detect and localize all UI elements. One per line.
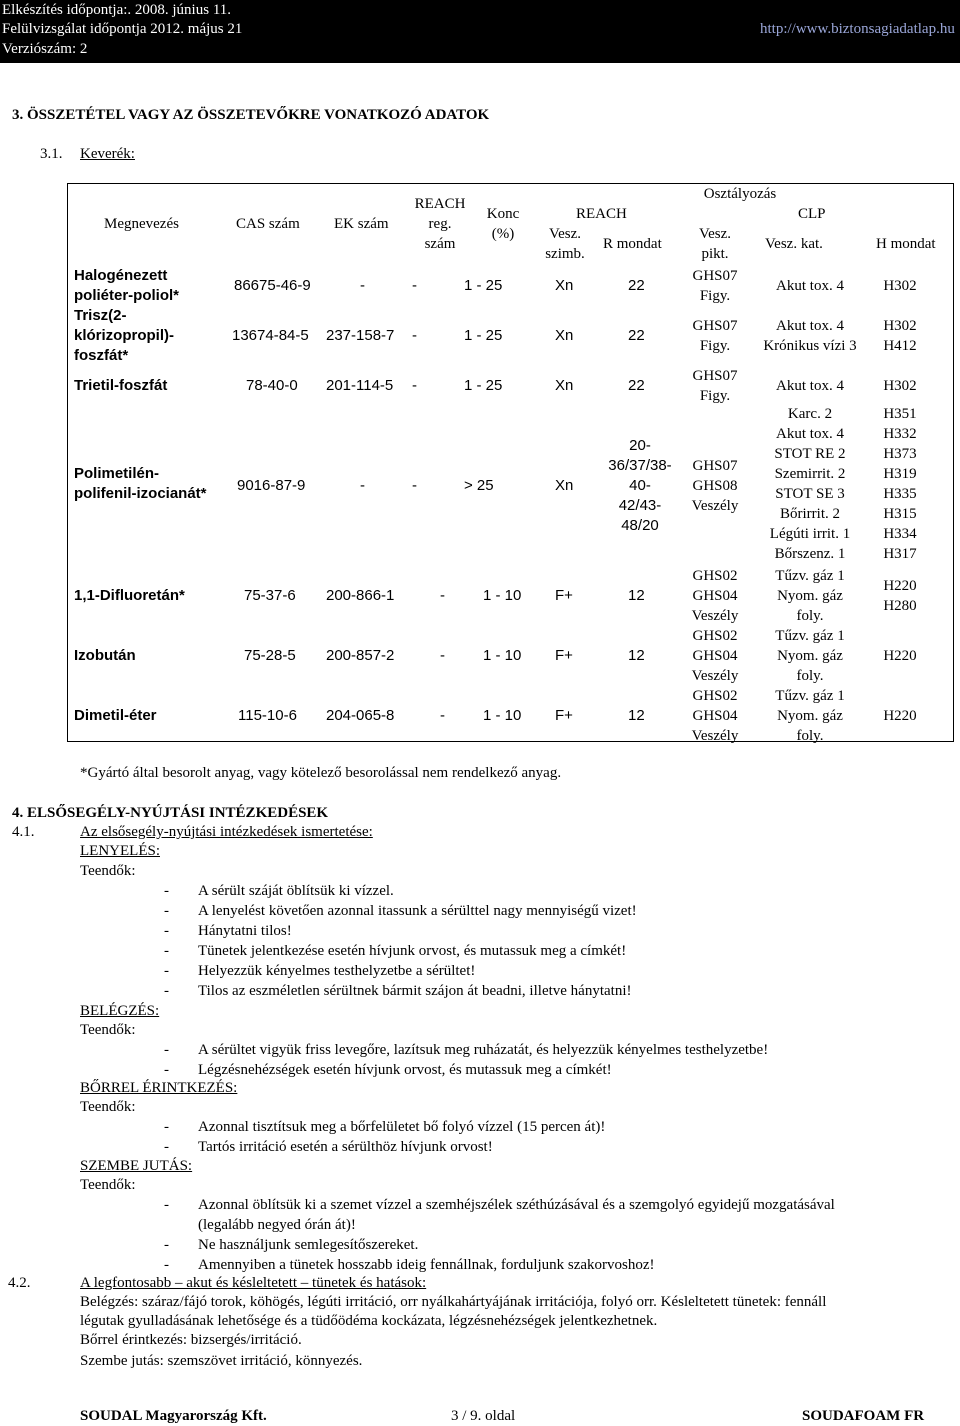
header-reach-reg-line: reg.: [428, 216, 452, 232]
r-cell: [600, 436, 680, 536]
name-line: klórizopropil)-: [74, 327, 174, 344]
h-cell: [875, 404, 925, 564]
pikt-cell: [685, 316, 745, 356]
h-line: H317: [883, 546, 917, 562]
header-bar: [0, 0, 960, 63]
header-r-mondat: R mondat: [603, 236, 662, 252]
header-classification: Osztályozás: [703, 186, 777, 202]
footer-company: SOUDAL Magyarország Kft.: [80, 1408, 267, 1424]
pikt-line: GHS02: [692, 688, 738, 704]
kat-line: Tűzv. gáz 1: [775, 628, 845, 644]
list-item-text: Tilos az eszméletlen sérültnek bármit szájon át beadni, illetve hánytatni!: [198, 983, 632, 999]
pikt-line: Figy.: [699, 288, 731, 304]
kat-cell: [755, 404, 865, 564]
szimb-cell: F+: [555, 647, 573, 664]
header-reach-reg: [410, 194, 470, 254]
h-line: H280: [883, 598, 917, 614]
h-line: H302: [883, 318, 917, 334]
header-reach-reg-line: REACH: [414, 196, 466, 212]
kat-line: Akut tox. 4: [776, 426, 844, 442]
h-line: H412: [883, 338, 917, 354]
r-line: 48/20: [621, 517, 659, 534]
reach-cell: -: [440, 707, 445, 724]
pikt-line: Figy.: [699, 388, 731, 404]
kat-cell: Akut tox. 4: [776, 278, 844, 294]
list-item-text: A sérültet vigyük friss levegőre, lazítsuk meg ruházatát, és helyezzük kényelmes testhelyzetbe!: [198, 1042, 769, 1058]
table-row-name: Dimetil-éter: [74, 707, 157, 724]
section42-eye: Szembe jutás: szemszövet irritáció, könnyezés.: [80, 1353, 363, 1369]
r-cell: 12: [628, 707, 645, 724]
header-konc: [478, 204, 528, 244]
h-line: H332: [883, 426, 917, 442]
name-line: Trisz(2-: [74, 307, 127, 324]
szimb-cell: Xn: [555, 327, 574, 344]
list-item: - Légzésnehézségek esetén hívjunk orvost, és mutassuk meg a címkét!: [164, 1062, 612, 1078]
section42-paragraph: Belégzés: száraz/fájó torok, köhögés, légúti irritáció, orr nyálkahártyájának irritációja, folyó orr. Késleltetett tünetek: fennáll: [80, 1294, 827, 1310]
konc-cell: 1 - 25: [464, 377, 503, 394]
name-line: poliéter-poliol*: [74, 287, 179, 304]
kat-line: Krónikus vízi 3: [763, 338, 857, 354]
borrel-heading: BŐRREL ÉRINTKEZÉS:: [80, 1080, 238, 1096]
kat-line: Nyom. gáz: [777, 648, 843, 664]
list-item-text: Hánytatni tilos!: [198, 923, 292, 939]
ek-cell: 237-158-7: [326, 327, 395, 344]
list-item: - Amennyiben a tünetek hosszabb ideig fennállnak, forduljunk szakorvoshoz!: [164, 1257, 655, 1273]
table-row-name: 1,1-Difluoretán*: [74, 587, 185, 604]
header-h-mondat: H mondat: [876, 236, 936, 252]
szimb-cell: F+: [555, 587, 573, 604]
pikt-cell: [685, 366, 745, 406]
cas-cell: 9016-87-9: [237, 477, 306, 494]
section42-paragraph-cont: légutak gyulladásának lehetősége és a tüdőödéma kockázata, légzésnehézségek jelentkezhetnek.: [80, 1313, 658, 1329]
szimb-cell: Xn: [555, 377, 574, 394]
konc-cell: 1 - 25: [464, 277, 503, 294]
list-item: - Tilos az eszméletlen sérültnek bármit szájon át beadni, illetve hánytatni!: [164, 983, 632, 999]
pikt-cell: [685, 456, 745, 516]
pikt-line: Veszély: [691, 608, 739, 624]
kat-line: STOT RE 2: [774, 446, 846, 462]
header-cas: CAS szám: [236, 216, 300, 232]
h-line: H220: [883, 578, 917, 594]
list-item: - Tartós irritáció esetén a sérülthöz hívjunk orvost!: [164, 1139, 493, 1155]
name-line: foszfát*: [74, 347, 129, 364]
cas-cell: 75-37-6: [244, 587, 296, 604]
kat-line: Bőrirrit. 2: [780, 506, 840, 522]
pikt-line: Figy.: [699, 338, 731, 354]
header-vesz-szimb-line: Vesz.: [548, 226, 582, 242]
lenyeles-heading: LENYELÉS:: [80, 843, 160, 859]
pikt-line: GHS04: [692, 588, 738, 604]
h-line: H315: [883, 506, 917, 522]
reach-cell: -: [440, 647, 445, 664]
section42-number: 4.2.: [8, 1275, 31, 1291]
list-item-text: Tünetek jelentkezése esetén hívjunk orvost, és mutassuk meg a címkét!: [198, 943, 627, 959]
list-item-text: A lenyelést követően azonnal itassunk a sérülttel nagy mennyiségű vizet!: [198, 903, 637, 919]
section42-skin: Bőrrel érintkezés: bizsergés/irritáció.: [80, 1332, 302, 1348]
h-cell: H220: [883, 708, 917, 724]
list-item: - Azonnal tisztítsuk meg a bőrfelületet bő folyó vízzel (15 percen át)!: [164, 1119, 606, 1135]
kat-line: Nyom. gáz: [777, 708, 843, 724]
list-item-continuation: (legalább negyed órán át)!: [198, 1217, 356, 1233]
header-konc-line: Konc: [486, 206, 520, 222]
r-cell: 12: [628, 647, 645, 664]
header-vesz-pikt: [685, 224, 745, 264]
website-link[interactable]: http://www.biztonsagiadatlap.hu: [760, 21, 955, 37]
pikt-line: GHS07: [692, 318, 738, 334]
kat-line: Szemirrit. 2: [774, 466, 846, 482]
kat-line: foly.: [796, 728, 824, 744]
version-number: Verziószám: 2: [2, 41, 88, 57]
pikt-line: GHS02: [692, 628, 738, 644]
cas-cell: 75-28-5: [244, 647, 296, 664]
pikt-line: Veszély: [691, 498, 739, 514]
pikt-cell: [685, 566, 745, 626]
kat-line: Tűzv. gáz 1: [775, 688, 845, 704]
h-line: H335: [883, 486, 917, 502]
list-item-text: Amennyiben a tünetek hosszabb ideig fennállnak, forduljunk szakorvoshoz!: [198, 1257, 655, 1273]
header-vesz-szimb-line: szimb.: [545, 246, 585, 262]
kat-line: Bőrszenz. 1: [774, 546, 846, 562]
pikt-line: Veszély: [691, 668, 739, 684]
list-item-text: A sérült száját öblítsük ki vízzel.: [198, 883, 394, 899]
header-vesz-pikt-line: pikt.: [701, 246, 729, 262]
h-line: H373: [883, 446, 917, 462]
section31-title: Keverék:: [80, 146, 135, 162]
prepared-date: Elkészítés időpontja:. 2008. június 11.: [2, 2, 232, 18]
kat-line: Légúti irrit. 1: [769, 526, 851, 542]
pikt-line: GHS07: [692, 368, 738, 384]
pikt-line: Veszély: [691, 728, 739, 744]
kat-cell: [755, 686, 865, 746]
r-line: 42/43-: [618, 497, 662, 514]
table-row-name: Izobután: [74, 647, 136, 664]
ek-cell: -: [360, 277, 365, 294]
header-name: Megnevezés: [104, 216, 179, 232]
h-cell: H302: [883, 278, 917, 294]
szimb-cell: F+: [555, 707, 573, 724]
teendok-label: Teendők:: [80, 1022, 136, 1038]
cas-cell: 115-10-6: [238, 707, 297, 724]
table-row-name: [74, 464, 207, 504]
list-item: - A lenyelést követően azonnal itassunk a sérülttel nagy mennyiségű vizet!: [164, 903, 637, 919]
kat-cell: Akut tox. 4: [776, 378, 844, 394]
teendok-label: Teendők:: [80, 1177, 136, 1193]
kat-line: Karc. 2: [787, 406, 833, 422]
table-row-name: [74, 266, 179, 306]
h-cell: H220: [883, 648, 917, 664]
list-item-text: Tartós irritáció esetén a sérülthöz hívjunk orvost!: [198, 1139, 493, 1155]
kat-line: STOT SE 3: [775, 486, 845, 502]
pikt-line: GHS02: [692, 568, 738, 584]
kat-cell: [755, 566, 865, 626]
h-cell: [875, 576, 925, 616]
footer-page: 3 / 9. oldal: [451, 1408, 516, 1424]
belegzes-heading: BELÉGZÉS:: [80, 1003, 160, 1019]
section31-number: 3.1.: [40, 146, 63, 162]
name-line: polifenil-izocianát*: [74, 485, 207, 502]
cas-cell: 78-40-0: [246, 377, 298, 394]
list-item-text: Ne használjunk semlegesítőszereket.: [198, 1237, 419, 1253]
h-cell: H302: [883, 378, 917, 394]
section3-title: 3. ÖSSZETÉTEL VAGY AZ ÖSSZETEVŐKRE VONATKOZÓ ADATOK: [12, 107, 490, 123]
list-item: - A sérült száját öblítsük ki vízzel.: [164, 883, 394, 899]
kat-line: Akut tox. 4: [776, 318, 844, 334]
header-vesz-szimb: [535, 224, 595, 264]
list-item: - A sérültet vigyük friss levegőre, lazítsuk meg ruházatát, és helyezzük kényelmes testhelyzetbe!: [164, 1042, 769, 1058]
list-item: - Azonnal öblítsük ki a szemet vízzel a szemhéjszélek széthúzásával és a szemgolyó egyidejű mozgatásával: [164, 1197, 835, 1213]
list-item: - Tünetek jelentkezése esetén hívjunk orvost, és mutassuk meg a címkét!: [164, 943, 627, 959]
h-line: H351: [883, 406, 917, 422]
ek-cell: 200-866-1: [326, 587, 395, 604]
pikt-line: GHS07: [692, 268, 738, 284]
konc-cell: 1 - 25: [464, 327, 503, 344]
kat-line: foly.: [796, 668, 824, 684]
reach-cell: -: [440, 587, 445, 604]
table-row-name: [74, 306, 174, 366]
revised-date: Felülvizsgálat időpontja 2012. május 21: [2, 21, 243, 37]
r-cell: 22: [628, 377, 645, 394]
ek-cell: -: [360, 477, 365, 494]
konc-cell: 1 - 10: [483, 587, 522, 604]
section41-title: Az elsősegély-nyújtási intézkedések ismertetése:: [80, 824, 373, 840]
ek-cell: 204-065-8: [326, 707, 395, 724]
header-reach: REACH: [576, 206, 627, 222]
reach-cell: -: [412, 327, 417, 344]
teendok-label: Teendők:: [80, 863, 136, 879]
kat-line: Nyom. gáz: [777, 588, 843, 604]
name-line: Polimetilén-: [74, 465, 160, 482]
pikt-cell: [685, 686, 745, 746]
ek-cell: 200-857-2: [326, 647, 395, 664]
list-item: - Helyezzük kényelmes testhelyzetbe a sérültet!: [164, 963, 476, 979]
h-cell: [875, 316, 925, 356]
header-vesz-pikt-line: Vesz.: [698, 226, 732, 242]
pikt-line: GHS04: [692, 648, 738, 664]
reach-cell: -: [412, 377, 417, 394]
pikt-line: GHS04: [692, 708, 738, 724]
kat-cell: [755, 316, 865, 356]
kat-line: foly.: [796, 608, 824, 624]
reach-cell: -: [412, 277, 417, 294]
szimb-cell: Xn: [555, 477, 574, 494]
szimb-cell: Xn: [555, 277, 574, 294]
pikt-line: GHS08: [692, 478, 738, 494]
kat-line: Tűzv. gáz 1: [775, 568, 845, 584]
list-item-text: Azonnal tisztítsuk meg a bőrfelületet bő folyó vízzel (15 percen át)!: [198, 1119, 606, 1135]
list-item-text: Légzésnehézségek esetén hívjunk orvost, és mutassuk meg a címkét!: [198, 1062, 612, 1078]
r-line: 20-: [629, 437, 651, 454]
r-cell: 22: [628, 277, 645, 294]
section41-number: 4.1.: [12, 824, 35, 840]
list-item: - Hánytatni tilos!: [164, 923, 292, 939]
footnote: *Gyártó által besorolt anyag, vagy kötelező besorolással nem rendelkező anyag.: [80, 765, 562, 781]
h-line: H334: [883, 526, 917, 542]
konc-cell: > 25: [464, 477, 494, 494]
pikt-line: GHS07: [692, 458, 738, 474]
header-vesz-kat: Vesz. kat.: [765, 236, 823, 252]
section42-title: A legfontosabb – akut és késleltetett – tünetek és hatások:: [80, 1275, 427, 1291]
konc-cell: 1 - 10: [483, 647, 522, 664]
teendok-label: Teendők:: [80, 1099, 136, 1115]
pikt-cell: [685, 626, 745, 686]
r-cell: 12: [628, 587, 645, 604]
footer-product: SOUDAFOAM FR: [802, 1408, 925, 1424]
name-line: Halogénezett: [74, 267, 168, 284]
r-cell: 22: [628, 327, 645, 344]
header-clp: CLP: [798, 206, 826, 222]
r-line: 40-: [629, 477, 651, 494]
section4-title: 4. ELSŐSEGÉLY-NYÚJTÁSI INTÉZKEDÉSEK: [12, 805, 329, 821]
konc-cell: 1 - 10: [483, 707, 522, 724]
table-row-name: Trietil-foszfát: [74, 377, 168, 394]
cas-cell: 86675-46-9: [234, 277, 311, 294]
header-reach-reg-line: szám: [424, 236, 456, 252]
list-item-text: Helyezzük kényelmes testhelyzetbe a sérültet!: [198, 963, 476, 979]
szembe-heading: SZEMBE JUTÁS:: [80, 1158, 193, 1174]
pikt-cell: [685, 266, 745, 306]
ek-cell: 201-114-5: [326, 377, 394, 394]
r-line: 36/37/38-: [608, 457, 672, 474]
cas-cell: 13674-84-5: [232, 327, 309, 344]
list-item: - Ne használjunk semlegesítőszereket.: [164, 1237, 419, 1253]
kat-cell: [755, 626, 865, 686]
h-line: H319: [883, 466, 917, 482]
list-item-text: Azonnal öblítsük ki a szemet vízzel a szemhéjszélek széthúzásával és a szemgolyó egyidejű mozgatásával: [198, 1197, 835, 1213]
header-ek: EK szám: [334, 216, 389, 232]
header-konc-line: (%): [491, 226, 515, 242]
reach-cell: -: [412, 477, 417, 494]
